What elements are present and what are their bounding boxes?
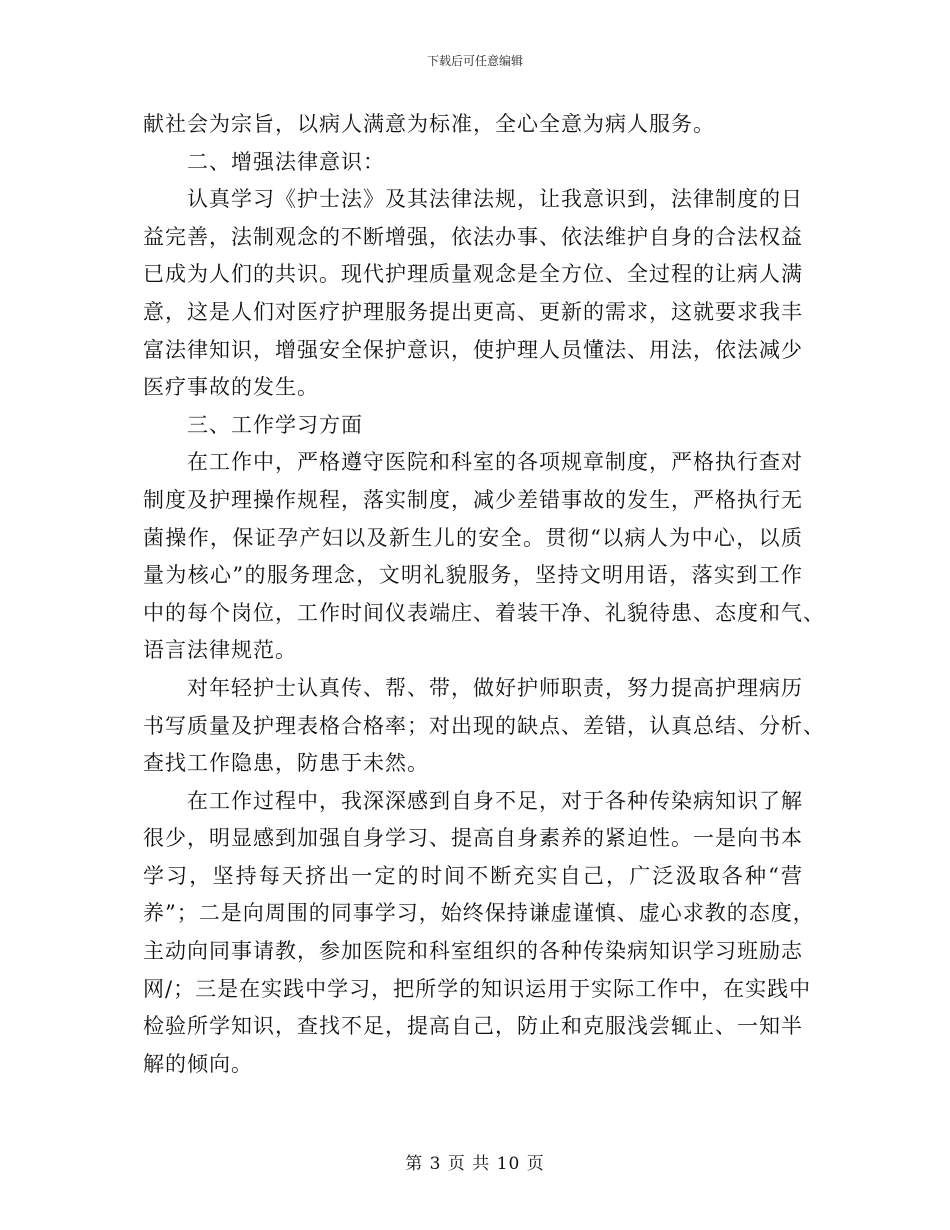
text-line: 学习，坚持每天挤出一定的时间不断充实自己，广泛汲取各种“营 — [143, 863, 803, 888]
text-line: 意，这是人们对医疗护理服务提出更高、更新的需求，这就要求我丰 — [143, 299, 803, 324]
text-line: 制度及护理操作规程，落实制度，减少差错事故的发生，严格执行无 — [143, 487, 803, 512]
section-heading: 二、增强法律意识： — [187, 149, 385, 174]
text-line: 已成为人们的共识。现代护理质量观念是全方位、全过程的让病人满 — [143, 262, 803, 287]
text-line: 菌操作，保证孕产妇以及新生儿的安全。贯彻“以病人为中心，以质 — [143, 525, 803, 550]
text-line: 主动向同事请教，参加医院和科室组织的各种传染病知识学习班励志 — [143, 939, 803, 964]
page-number: 第 3 页 共 10 页 — [405, 1154, 545, 1174]
text-line: 检验所学知识，查找不足，提高自己，防止和克服浅尝辄止、一知半 — [143, 1014, 803, 1039]
text-line: 网/；三是在实践中学习，把所学的知识运用于实际工作中，在实践中 — [143, 976, 812, 1001]
text-line: 医疗事故的发生。 — [143, 375, 319, 400]
text-line: 很少，明显感到加强自身学习、提高自身素养的紧迫性。一是向书本 — [143, 826, 803, 851]
text-line: 书写质量及护理表格合格率；对出现的缺点、差错，认真总结、分析、 — [143, 713, 825, 738]
document-body — [143, 106, 825, 1083]
text-line: 对年轻护士认真传、帮、带，做好护师职责，努力提高护理病历 — [187, 675, 803, 700]
section-heading: 三、工作学习方面 — [187, 412, 363, 437]
text-line: 益完善，法制观念的不断增强，依法办事、依法维护自身的合法权益 — [143, 224, 803, 249]
text-line: 中的每个岗位，工作时间仪表端庄、着装干净、礼貌待患、态度和气、 — [143, 600, 825, 625]
text-line: 献社会为宗旨，以病人满意为标准，全心全意为病人服务。 — [143, 112, 715, 136]
text-line: 量为核心”的服务理念，文明礼貌服务，坚持文明用语，落实到工作 — [143, 563, 803, 588]
text-line: 养”；二是向周围的同事学习，始终保持谦虚谨慎、虚心求教的态度， — [143, 901, 815, 926]
text-line: 富法律知识，增强安全保护意识，使护理人员懂法、用法，依法减少 — [143, 337, 803, 362]
text-line: 认真学习《护士法》及其法律法规，让我意识到，法律制度的日 — [187, 187, 803, 212]
text-line: 解的倾向。 — [143, 1051, 253, 1076]
text-line: 语言法律规范。 — [143, 638, 297, 663]
text-line: 查找工作隐患，防患于未然。 — [143, 751, 429, 776]
text-line: 在工作中，严格遵守医院和科室的各项规章制度，严格执行查对 — [187, 450, 803, 475]
page-header-note: 下载后可任意编辑 — [426, 54, 523, 68]
text-line: 在工作过程中，我深深感到自身不足，对于各种传染病知识了解 — [187, 788, 803, 813]
